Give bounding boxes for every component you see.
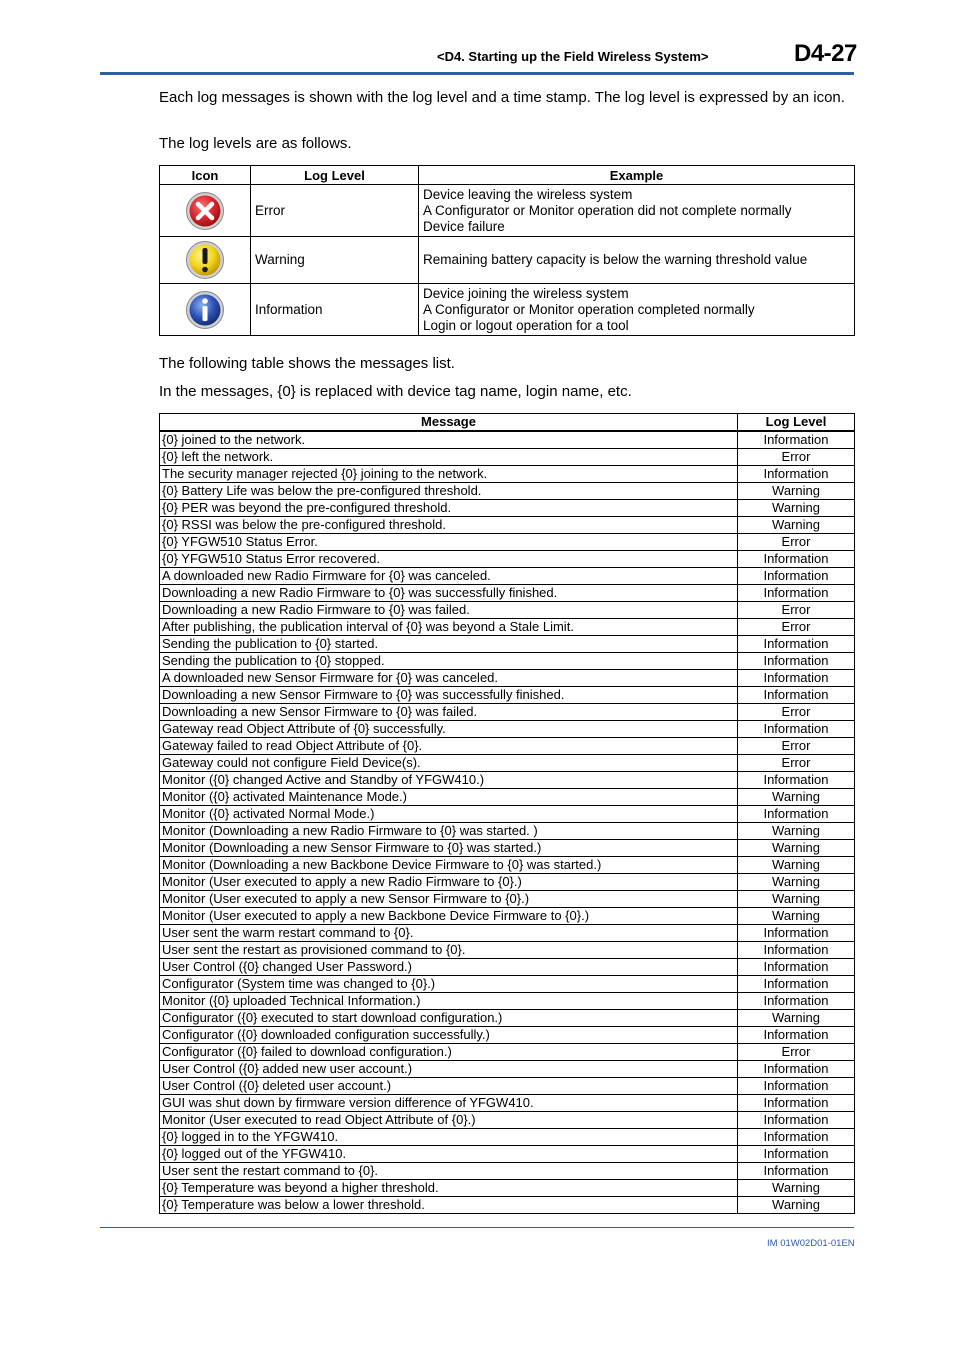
message-text: {0} joined to the network. [160,431,738,449]
message-text: Configurator (System time was changed to {0}.) [160,976,738,993]
message-text: GUI was shut down by firmware version difference of YFGW410. [160,1095,738,1112]
table-row [160,534,855,551]
example-line: A Configurator or Monitor operation completed normally [423,301,755,317]
message-text: Configurator ({0} downloaded configuration successfully.) [160,1027,738,1044]
table-row [160,891,855,908]
table-row [160,466,855,483]
message-log-level: Information [738,670,855,687]
message-log-level: Error [738,619,855,636]
message-text: User Control ({0} changed User Password.) [160,959,738,976]
message-log-level: Warning [738,840,855,857]
table-row [160,449,855,466]
message-log-level: Warning [738,500,855,517]
level-row-information [160,284,855,336]
table-row [160,976,855,993]
message-log-level: Information [738,942,855,959]
message-log-level: Information [738,993,855,1010]
message-text: Gateway failed to read Object Attribute of {0}. [160,738,738,755]
message-log-level: Warning [738,1010,855,1027]
table-row [160,1180,855,1197]
table-row [160,585,855,602]
table-row [160,721,855,738]
footer-divider [100,1227,854,1228]
message-text: {0} Temperature was beyond a higher threshold. [160,1180,738,1197]
message-log-level: Information [738,551,855,568]
col-header-example: Example [419,166,855,185]
table-row [160,789,855,806]
message-text: Gateway read Object Attribute of {0} successfully. [160,721,738,738]
message-text: Monitor (User executed to apply a new Radio Firmware to {0}.) [160,874,738,891]
table-row [160,959,855,976]
message-text: Monitor ({0} activated Maintenance Mode.) [160,789,738,806]
table-row [160,1112,855,1129]
message-log-level: Information [738,1095,855,1112]
message-log-level: Information [738,1112,855,1129]
message-text: After publishing, the publication interval of {0} was beyond a Stale Limit. [160,619,738,636]
message-log-level: Information [738,976,855,993]
message-text: Downloading a new Radio Firmware to {0} was failed. [160,602,738,619]
message-text: Configurator ({0} failed to download configuration.) [160,1044,738,1061]
table-row [160,925,855,942]
message-text: {0} YFGW510 Status Error. [160,534,738,551]
example-line: A Configurator or Monitor operation did not complete normally [423,202,792,218]
table-row [160,551,855,568]
message-log-level: Information [738,806,855,823]
messages-intro: The following table shows the messages list. [159,355,455,372]
level-examples [419,185,855,237]
table-row [160,1061,855,1078]
error-icon [185,191,225,231]
message-text: {0} logged in to the YFGW410. [160,1129,738,1146]
table-row [160,704,855,721]
message-text: {0} YFGW510 Status Error recovered. [160,551,738,568]
message-log-level: Information [738,772,855,789]
message-log-level: Information [738,1061,855,1078]
message-log-level: Information [738,1163,855,1180]
table-row [160,1163,855,1180]
message-text: A downloaded new Sensor Firmware for {0} was canceled. [160,670,738,687]
message-text: {0} Temperature was below a lower threshold. [160,1197,738,1214]
example-line: Device leaving the wireless system [423,186,633,202]
col-header-icon: Icon [160,166,251,185]
message-log-level: Error [738,738,855,755]
table-row [160,840,855,857]
message-text: The security manager rejected {0} joining to the network. [160,466,738,483]
level-name: Information [251,284,419,336]
message-log-level: Information [738,1027,855,1044]
message-text: Monitor (Downloading a new Backbone Device Firmware to {0} was started.) [160,857,738,874]
message-text: {0} RSSI was below the pre-configured threshold. [160,517,738,534]
message-log-level: Information [738,1129,855,1146]
message-text: User sent the restart as provisioned command to {0}. [160,942,738,959]
table-row [160,755,855,772]
table-row [160,1129,855,1146]
message-log-level: Warning [738,1180,855,1197]
message-text: {0} left the network. [160,449,738,466]
table-row [160,687,855,704]
message-log-level: Warning [738,517,855,534]
message-log-level: Error [738,1044,855,1061]
message-text: User sent the restart command to {0}. [160,1163,738,1180]
message-text: Monitor (Downloading a new Radio Firmware to {0} was started. ) [160,823,738,840]
message-log-level: Information [738,568,855,585]
message-text: {0} PER was beyond the pre-configured threshold. [160,500,738,517]
placeholder-note: In the messages, {0} is replaced with device tag name, login name, etc. [159,383,632,400]
table-row [160,670,855,687]
example-line: Device failure [423,218,505,234]
message-text: Sending the publication to {0} started. [160,636,738,653]
page-number: D4-27 [794,40,857,67]
message-text: Monitor ({0} activated Normal Mode.) [160,806,738,823]
message-log-level: Warning [738,789,855,806]
document-id: IM 01W02D01-01EN [767,1238,855,1249]
message-text: Configurator ({0} executed to start download configuration.) [160,1010,738,1027]
message-log-level: Warning [738,1197,855,1214]
example-line: Login or logout operation for a tool [423,317,629,333]
table-row [160,1095,855,1112]
message-log-level: Information [738,1078,855,1095]
message-text: User Control ({0} deleted user account.) [160,1078,738,1095]
message-log-level: Error [738,534,855,551]
table-row [160,568,855,585]
message-log-level: Warning [738,891,855,908]
message-text: A downloaded new Radio Firmware for {0} was canceled. [160,568,738,585]
intro-paragraph: Each log messages is shown with the log level and a time stamp. The log level is expressed by an icon. [159,89,845,106]
information-icon [185,290,225,330]
table-row [160,908,855,925]
message-log-level: Information [738,653,855,670]
table-row [160,517,855,534]
message-log-level: Warning [738,823,855,840]
level-name: Warning [251,237,419,284]
message-log-level: Error [738,449,855,466]
example-line: Device joining the wireless system [423,285,629,301]
level-row-error [160,185,855,237]
table-row [160,483,855,500]
col-header-log-level: Log Level [251,166,419,185]
message-log-level: Information [738,687,855,704]
col-header-message: Message [160,414,738,432]
message-log-level: Information [738,636,855,653]
table-row [160,636,855,653]
table-row [160,738,855,755]
table-row [160,772,855,789]
message-log-level: Information [738,959,855,976]
message-text: User Control ({0} added new user account.) [160,1061,738,1078]
levels-intro: The log levels are as follows. [159,135,352,152]
table-row [160,619,855,636]
message-text: Monitor (User executed to apply a new Backbone Device Firmware to {0}.) [160,908,738,925]
message-text: Monitor (User executed to apply a new Sensor Firmware to {0}.) [160,891,738,908]
message-text: {0} logged out of the YFGW410. [160,1146,738,1163]
table-row [160,1027,855,1044]
message-log-level: Information [738,925,855,942]
table-row [160,942,855,959]
level-examples [419,237,855,284]
table-row [160,1197,855,1214]
message-text: {0} Battery Life was below the pre-configured threshold. [160,483,738,500]
message-log-level: Information [738,431,855,449]
table-row [160,1146,855,1163]
header-divider [100,72,854,75]
message-text: Downloading a new Sensor Firmware to {0} was failed. [160,704,738,721]
table-row [160,857,855,874]
table-row [160,1078,855,1095]
log-level-table [159,165,855,336]
table-row [160,823,855,840]
message-log-level: Error [738,755,855,772]
header-section-title: <D4. Starting up the Field Wireless System> [437,49,709,64]
message-text: Downloading a new Radio Firmware to {0} was successfully finished. [160,585,738,602]
message-log-level: Error [738,602,855,619]
table-row [160,653,855,670]
message-log-level: Information [738,721,855,738]
level-examples [419,284,855,336]
col-header-log-level: Log Level [738,414,855,432]
table-row [160,993,855,1010]
message-text: Monitor ({0} uploaded Technical Information.) [160,993,738,1010]
message-log-level: Warning [738,874,855,891]
message-text: Monitor ({0} changed Active and Standby of YFGW410.) [160,772,738,789]
table-row [160,806,855,823]
table-row [160,1044,855,1061]
example-line: Remaining battery capacity is below the warning threshold value [423,252,808,267]
message-log-level: Error [738,704,855,721]
message-log-level: Information [738,466,855,483]
message-text: Downloading a new Sensor Firmware to {0} was successfully finished. [160,687,738,704]
table-row [160,874,855,891]
warning-icon [185,240,225,280]
message-text: Sending the publication to {0} stopped. [160,653,738,670]
message-text: Monitor (User executed to read Object Attribute of {0}.) [160,1112,738,1129]
table-row [160,1010,855,1027]
message-log-level: Information [738,585,855,602]
level-row-warning [160,237,855,284]
message-log-level: Warning [738,908,855,925]
table-row [160,602,855,619]
level-name: Error [251,185,419,237]
message-text: User sent the warm restart command to {0}. [160,925,738,942]
message-table [159,413,855,1214]
table-row [160,431,855,449]
message-log-level: Warning [738,857,855,874]
message-log-level: Information [738,1146,855,1163]
message-text: Gateway could not configure Field Device(s). [160,755,738,772]
message-text: Monitor (Downloading a new Sensor Firmware to {0} was started.) [160,840,738,857]
message-log-level: Warning [738,483,855,500]
table-row [160,500,855,517]
